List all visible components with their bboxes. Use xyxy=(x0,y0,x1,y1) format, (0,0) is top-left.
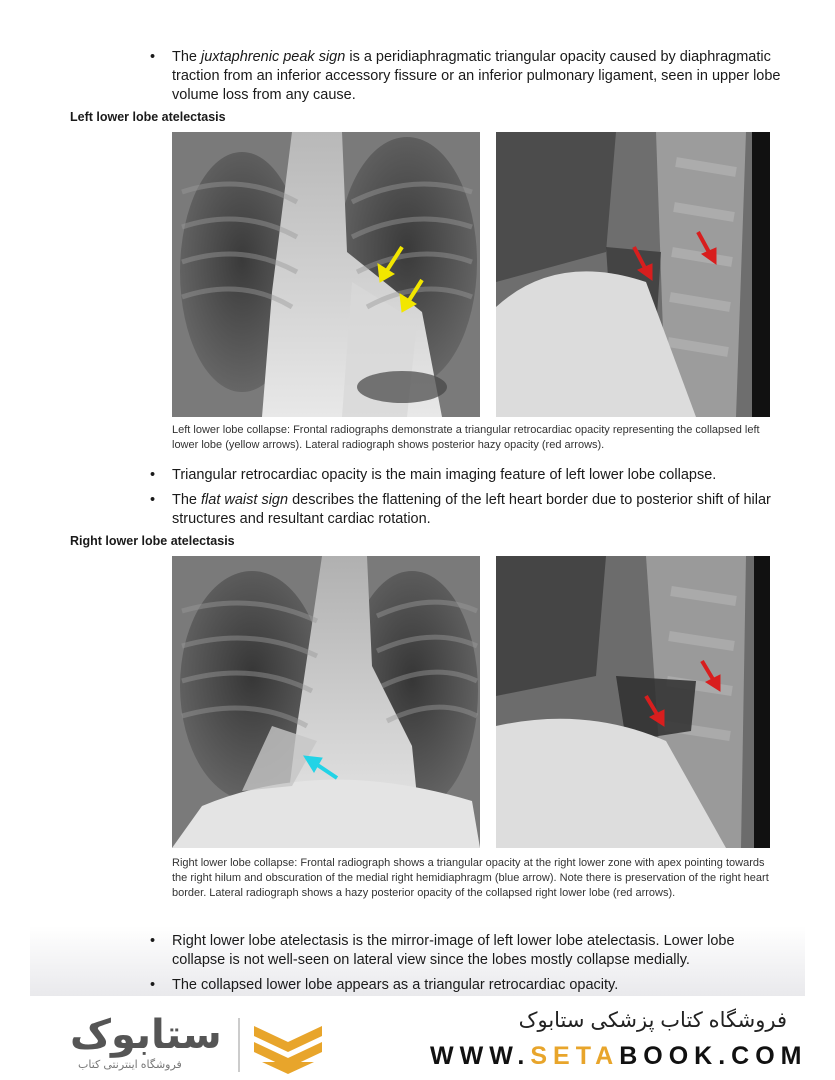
lateral-radiograph-left-lower-lobe xyxy=(496,132,770,417)
url-prefix: WWW. xyxy=(430,1042,531,1070)
logo-subtitle: فروشگاه اینترنتی کتاب xyxy=(78,1059,182,1071)
section-heading-left-lower-lobe: Left lower lobe atelectasis xyxy=(70,110,226,124)
top-bullet-list xyxy=(150,48,790,111)
store-name: فروشگاه کتاب پزشکی ستابوک xyxy=(518,1009,787,1032)
italic-term: flat waist sign xyxy=(201,492,289,508)
logo-divider xyxy=(238,1018,240,1072)
frontal-radiograph-right-lower-lobe xyxy=(172,556,480,848)
left-lower-lobe-bullet-list xyxy=(150,466,790,535)
figure-caption-right-lower-lobe: Right lower lobe collapse: Frontal radiograph shows a triangular opacity at the right lower zone with apex pointing towards the right hilum and obscuration of the medial right hemidiaphragm (blue arrow). Note there is preservation of the right heart border. Lateral radiograph shows a hazy posterior opacity of the collapsed right lower lobe (red arrows). xyxy=(172,857,769,899)
bullet-text: The xyxy=(172,49,202,65)
section-heading-right-lower-lobe: Right lower lobe atelectasis xyxy=(70,534,235,548)
store-url-link[interactable] xyxy=(430,1042,807,1071)
book-stack-icon xyxy=(250,1018,326,1074)
setabook-logo: ستابوک xyxy=(70,1013,222,1057)
bullet-collapsed-lower-lobe: • The collapsed lower lobe appears as a triangular retrocardiac opacity. xyxy=(150,977,619,993)
lateral-radiograph-right-lower-lobe xyxy=(496,556,770,848)
bullet-text: describes the flattening of the left heart border due to posterior shift of hilar structures and resultant cardiac rotation. xyxy=(172,492,771,527)
figure-caption-left-lower-lobe: Left lower lobe collapse: Frontal radiographs demonstrate a triangular retrocardiac opacity representing the collapsed left lower lobe (yellow arrows). Lateral radiograph shows posterior hazy opacity (red arrows). xyxy=(172,424,760,451)
bullet-text: Right lower lobe atelectasis is the mirror-image of left lower lobe atelectasis. Lower lobe collapse is not well-seen on lateral view since the lobes mostly collapse medially. xyxy=(172,933,735,968)
bullet-flat-waist-sign: • The flat waist sign describes the flattening of the left heart border due to posterior shift of hilar structures and resultant cardiac rotation. xyxy=(150,492,771,527)
bullet-text: Triangular retrocardiac opacity is the main imaging feature of left lower lobe collapse. xyxy=(172,467,717,483)
bullet-text: is a peridiaphragmatic triangular opacity caused by diaphragmatic traction from an inferior accessory fissure or an inferior pulmonary ligament, seen in upper lobe volume loss from any cause. xyxy=(172,49,781,103)
bullet-text: The collapsed lower lobe appears as a triangular retrocardiac opacity. xyxy=(172,977,619,993)
italic-term: juxtaphrenic peak sign xyxy=(201,49,346,65)
url-suffix: BOOK.COM xyxy=(619,1042,808,1070)
bullet-juxtaphrenic-peak: • The juxtaphrenic peak sign is a peridiaphragmatic triangular opacity caused by diaphragmatic traction from an inferior accessory fissure or an inferior pulmonary ligament, seen in upper lobe volume loss from any cause. xyxy=(150,49,781,103)
bullet-mirror-image: • Right lower lobe atelectasis is the mirror-image of left lower lobe atelectasis. Lower lobe collapse is not well-seen on lateral view since the lobes mostly collapse medially. xyxy=(150,933,735,968)
bullet-retrocardiac-opacity: • Triangular retrocardiac opacity is the main imaging feature of left lower lobe collapse. xyxy=(150,467,717,483)
frontal-radiograph-left-lower-lobe xyxy=(172,132,480,417)
bullet-text: The xyxy=(172,492,202,508)
url-highlight: SETA xyxy=(530,1042,620,1070)
right-lower-lobe-bullet-list xyxy=(150,932,790,1001)
